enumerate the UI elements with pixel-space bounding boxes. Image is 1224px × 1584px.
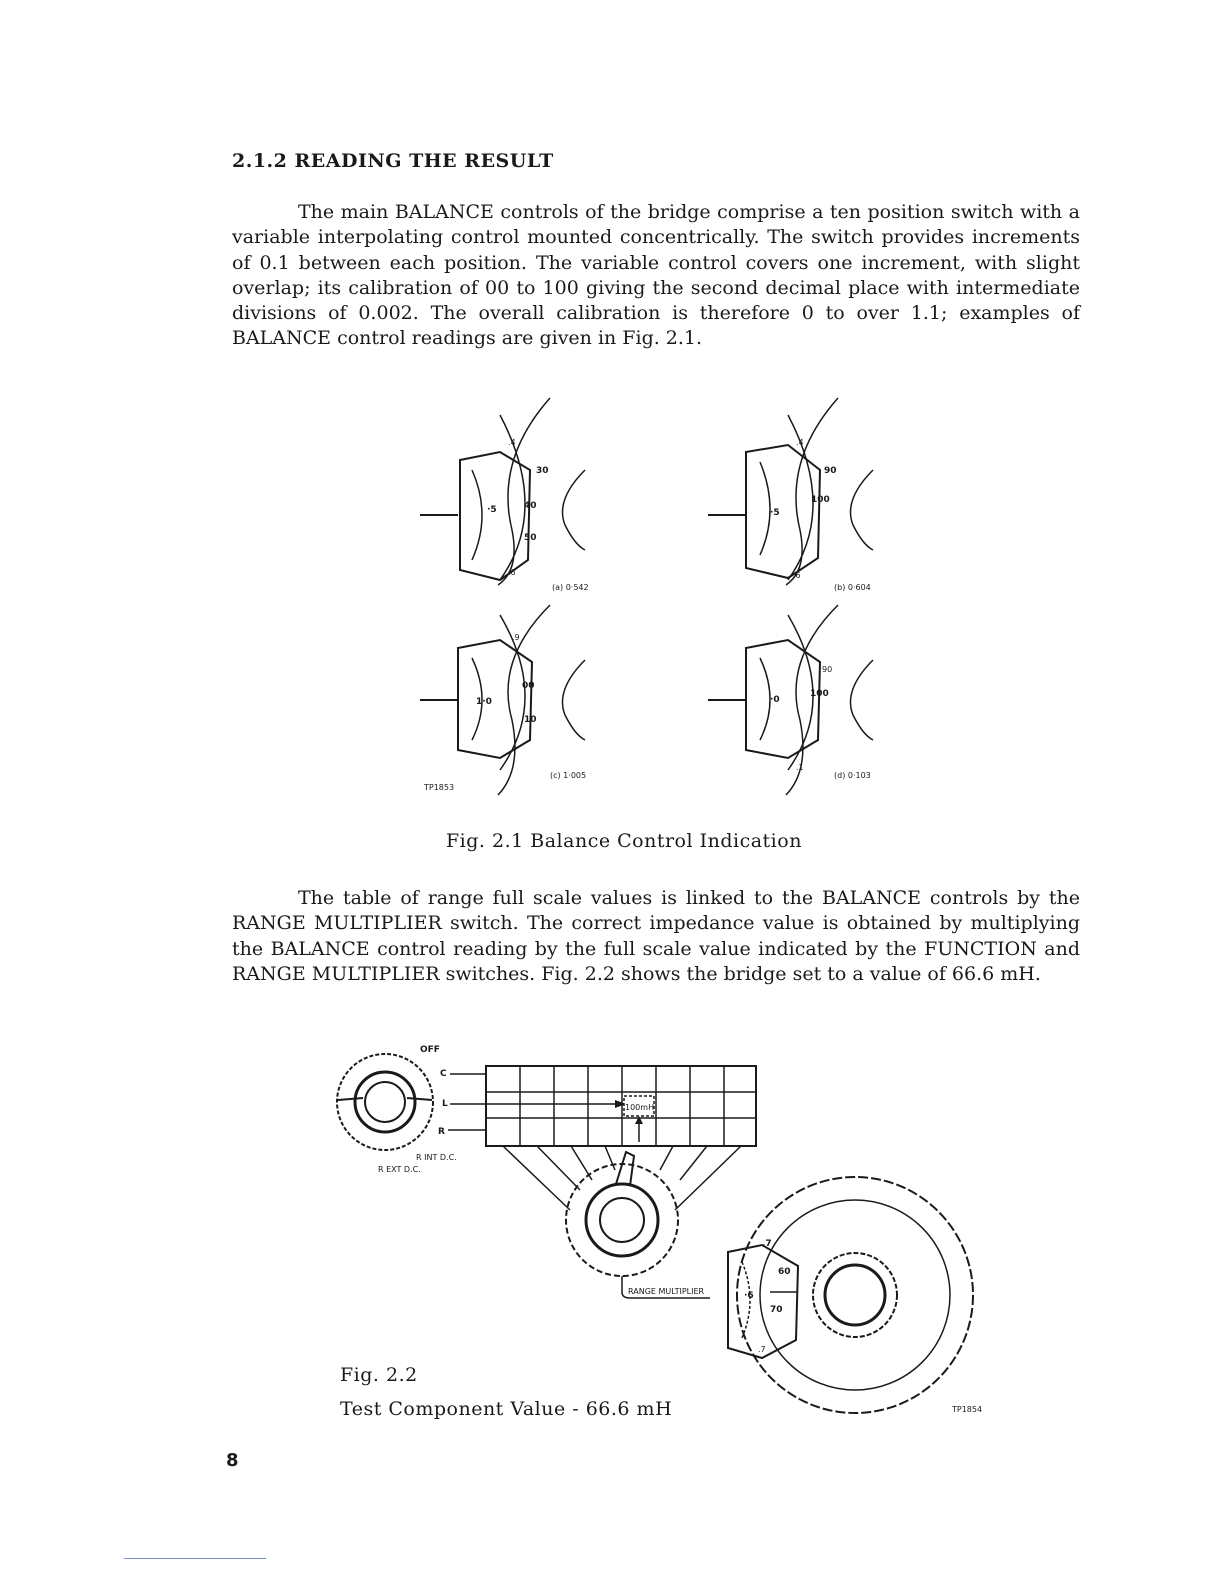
section-heading: 2.1.2 READING THE RESULT	[232, 150, 554, 172]
svg-text:OFF: OFF	[420, 1045, 440, 1055]
dial-c-switch-mark: 1·0	[476, 697, 492, 707]
svg-text:00: 00	[522, 681, 535, 691]
table-cell-100mh: 100mH	[625, 1103, 655, 1112]
svg-text:.7: .7	[762, 1239, 772, 1249]
figure-2-2	[330, 1040, 990, 1420]
page-number: 8	[226, 1450, 239, 1471]
figure-2-2-caption-text: Test Component Value - 66.6 mH	[340, 1398, 673, 1420]
dial-a	[420, 398, 589, 592]
dial-b-switch-mark: ·5	[770, 508, 780, 518]
figure-2-1-caption: Fig. 2.1 Balance Control Indication	[446, 830, 802, 852]
svg-text:40: 40	[524, 501, 537, 511]
dial-d-label: (d) 0·103	[834, 771, 871, 780]
paragraph-balance-controls	[232, 200, 1080, 352]
svg-text:100: 100	[811, 495, 830, 505]
svg-text:R INT D.C.: R INT D.C.	[416, 1153, 457, 1162]
figure-ref-tp1854: TP1854	[952, 1405, 983, 1414]
svg-text:30: 30	[536, 466, 549, 476]
paragraph-text: The main BALANCE controls of the bridge comprise a ten position switch with a variable interpolating control mounted concentrically. The switch provides increments of 0.1 between each position. The variable control covers one increment, with slight overlap; its calibration of 00 to 100 giving the second decimal place with intermediate divisions of 0.002. The overall calibration is therefore 0 to over 1.1; examples of BALANCE control readings are given in Fig. 2.1.	[232, 201, 1080, 350]
svg-text:C: C	[440, 1069, 447, 1079]
svg-text:.6: .6	[793, 571, 801, 580]
svg-text:.7: .7	[758, 1345, 766, 1354]
svg-text:.9: .9	[512, 633, 520, 642]
dial-d-switch-mark: ·0	[770, 695, 780, 705]
dial-a-switch-mark: ·5	[487, 505, 497, 515]
svg-text:50: 50	[524, 533, 537, 543]
svg-text:.4: .4	[508, 438, 516, 447]
svg-text:60: 60	[778, 1267, 791, 1277]
paragraph-text: The table of range full scale values is linked to the BALANCE controls by the RANGE MULTIPLIER switch. The correct impedance value is obtained by multiplying the BALANCE control reading by the full scale value indicated by the FUNCTION and RANGE MULTIPLIER switches. Fig. 2.2 shows the bridge set to a value of 66.6 mH.	[232, 887, 1080, 985]
function-switch	[337, 1045, 626, 1174]
figure-2-2-caption-title: Fig. 2.2	[340, 1364, 418, 1386]
figure-2-1	[400, 390, 920, 810]
svg-text:R: R	[438, 1127, 445, 1137]
range-multiplier-label: RANGE MULTIPLIER	[628, 1287, 705, 1296]
figure-ref-tp1853: TP1853	[424, 783, 455, 792]
svg-text:.1: .1	[796, 763, 804, 772]
range-table	[486, 1066, 756, 1146]
dial-c	[420, 605, 586, 795]
range-multiplier-switch	[503, 1146, 741, 1298]
dial-b-label: (b) 0·604	[834, 583, 871, 592]
svg-text:70: 70	[770, 1305, 783, 1315]
paragraph-range-multiplier	[232, 886, 1080, 987]
balance-dial	[728, 1177, 982, 1414]
svg-text:10: 10	[524, 715, 537, 725]
svg-text:.6: .6	[508, 568, 516, 577]
svg-text:90: 90	[822, 665, 833, 674]
svg-text:100: 100	[810, 689, 829, 699]
footer-divider	[124, 1558, 266, 1559]
svg-text:.4: .4	[796, 438, 804, 447]
dial-d	[708, 605, 873, 795]
dial-a-label: (a) 0·542	[552, 583, 589, 592]
dial-b	[708, 398, 873, 592]
svg-text:90: 90	[824, 466, 837, 476]
svg-text:L: L	[442, 1099, 448, 1109]
svg-text:R EXT D.C.: R EXT D.C.	[378, 1165, 421, 1174]
svg-text:·6: ·6	[744, 1291, 754, 1301]
dial-c-label: (c) 1·005	[550, 771, 587, 780]
